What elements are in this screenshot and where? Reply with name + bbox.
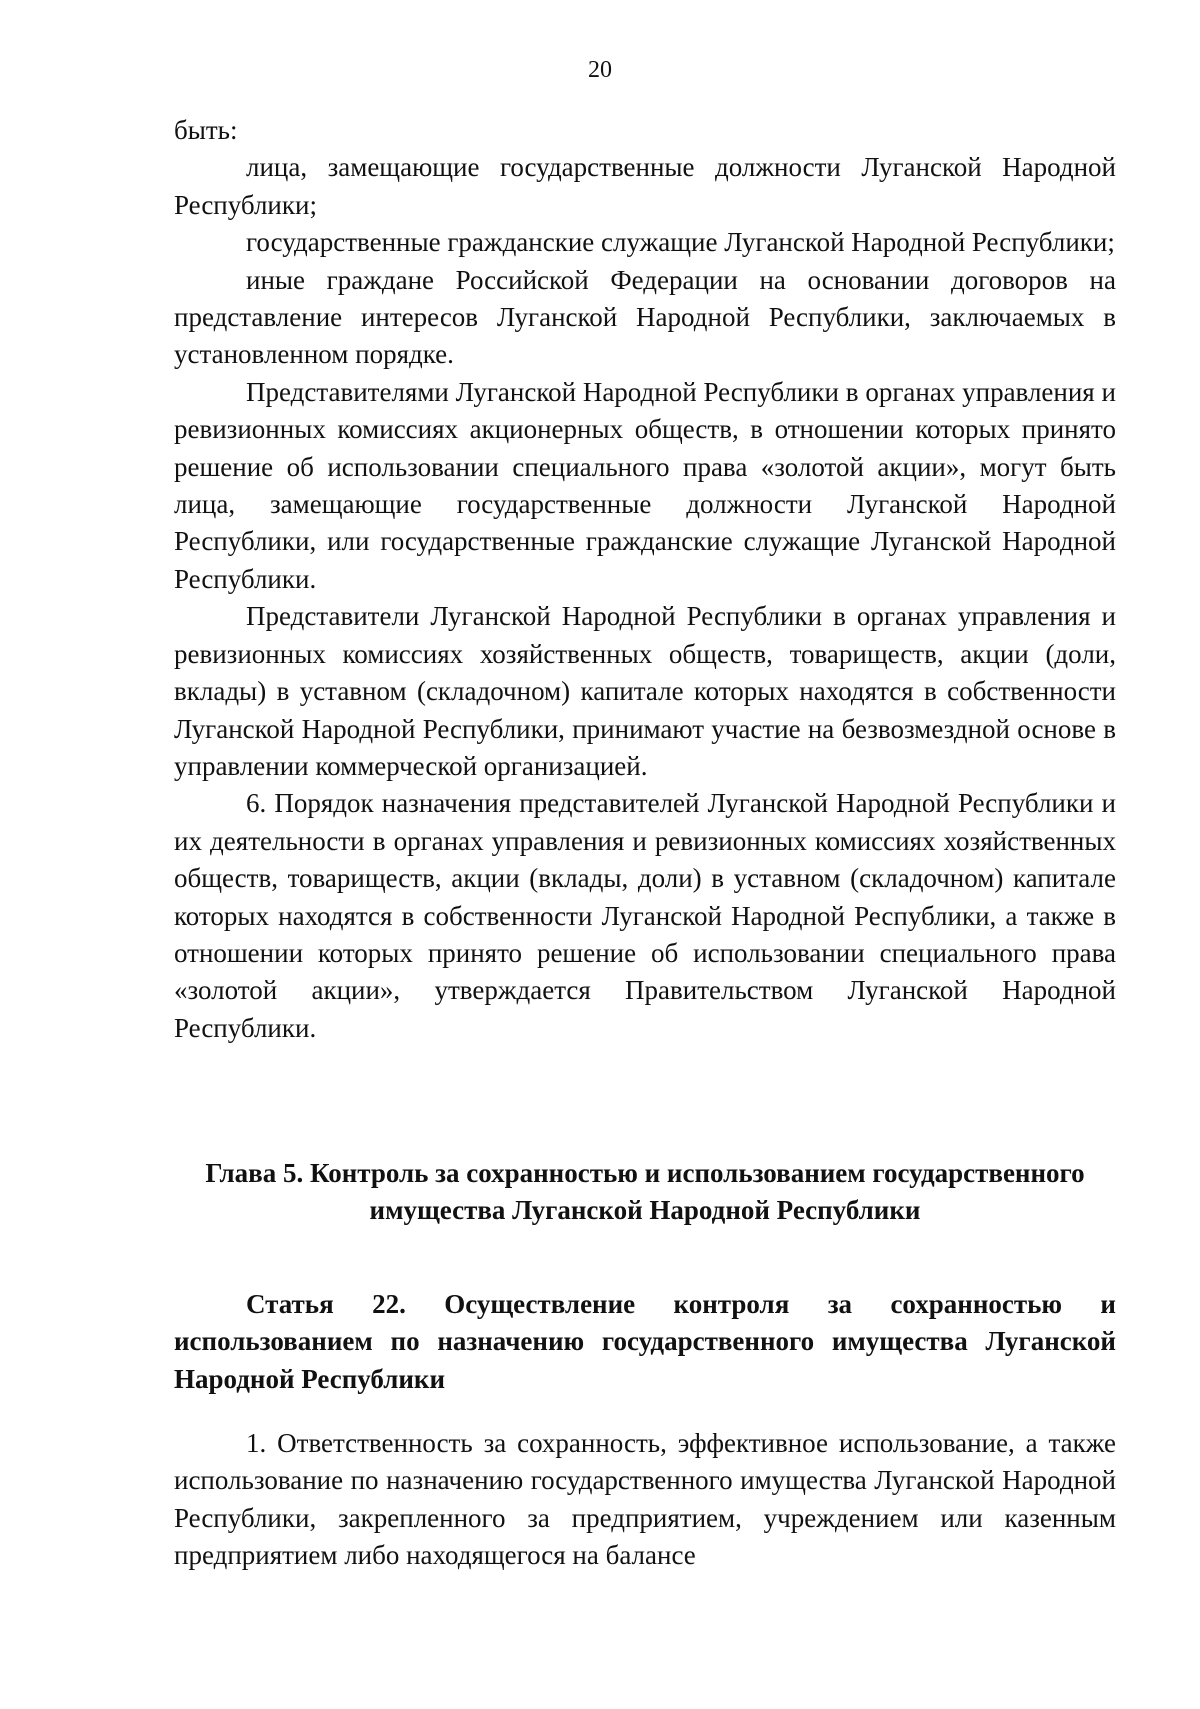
paragraph-continuation: быть: xyxy=(174,115,238,145)
paragraph-list-item-officials: лица, замещающие государственные должности Луганской Народной Республики; xyxy=(174,152,1116,220)
paragraph-list-item-civil-servants: государственные гражданские служащие Луганской Народной Республики; xyxy=(246,227,1115,258)
article-heading: Статья 22. Осуществление контроля за сохранностью и использованием по назначению государственного имущества Луганской Народной Республики xyxy=(174,1289,1116,1394)
body-text xyxy=(174,112,1116,1047)
article-body xyxy=(174,1425,1116,1575)
article-paragraph-1: 1. Ответственность за сохранность, эффективное использование, а также использование по назначению государственного имущества Луганской Народной Республики, закрепленного за предприятием, учреждением или казенным предприятием либо находящегося на балансе xyxy=(174,1428,1116,1571)
chapter-heading xyxy=(174,1155,1116,1230)
chapter-heading-line-2: имущества Луганской Народной Республики xyxy=(369,1195,921,1226)
chapter-heading-line-1: Глава 5. Контроль за сохранностью и использованием государственного xyxy=(205,1158,1085,1188)
paragraph-item-6: 6. Порядок назначения представителей Луганской Народной Республики и их деятельности в органах управления и ревизионных комиссиях хозяйственных обществ, товариществ, акции (вклады, доли) в уставном (складочном) капитале которых находятся в собственности Луганской Народной Республики, а также в отношении которых принято решение об использовании специального права «золотой акции», утверждается Правительством Луганской Народной Республики. xyxy=(174,788,1116,1043)
paragraph-representatives-participation: Представители Луганской Народной Республики в органах управления и ревизионных комиссиях хозяйственных обществ, товариществ, акции (доли, вклады) в уставном (складочном) капитале которых находятся в собственности Луганской Народной Республики, принимают участие на безвозмездной основе в управлении коммерческой организацией. xyxy=(174,601,1116,781)
paragraph-golden-share-representatives: Представителями Луганской Народной Республики в органах управления и ревизионных комиссиях акционерных обществ, в отношении которых принято решение об использовании специального права «золотой акции», могут быть лица, замещающие государственные должности Луганской Народной Республики, или государственные гражданские служащие Луганской Народной Республики. xyxy=(174,376,1116,594)
page-number: 20 xyxy=(588,57,612,83)
paragraph-list-item-other-citizens: иные граждане Российской Федерации на основании договоров на представление интересов Луганской Народной Республики, заключаемых в установленном порядке. xyxy=(174,264,1116,370)
